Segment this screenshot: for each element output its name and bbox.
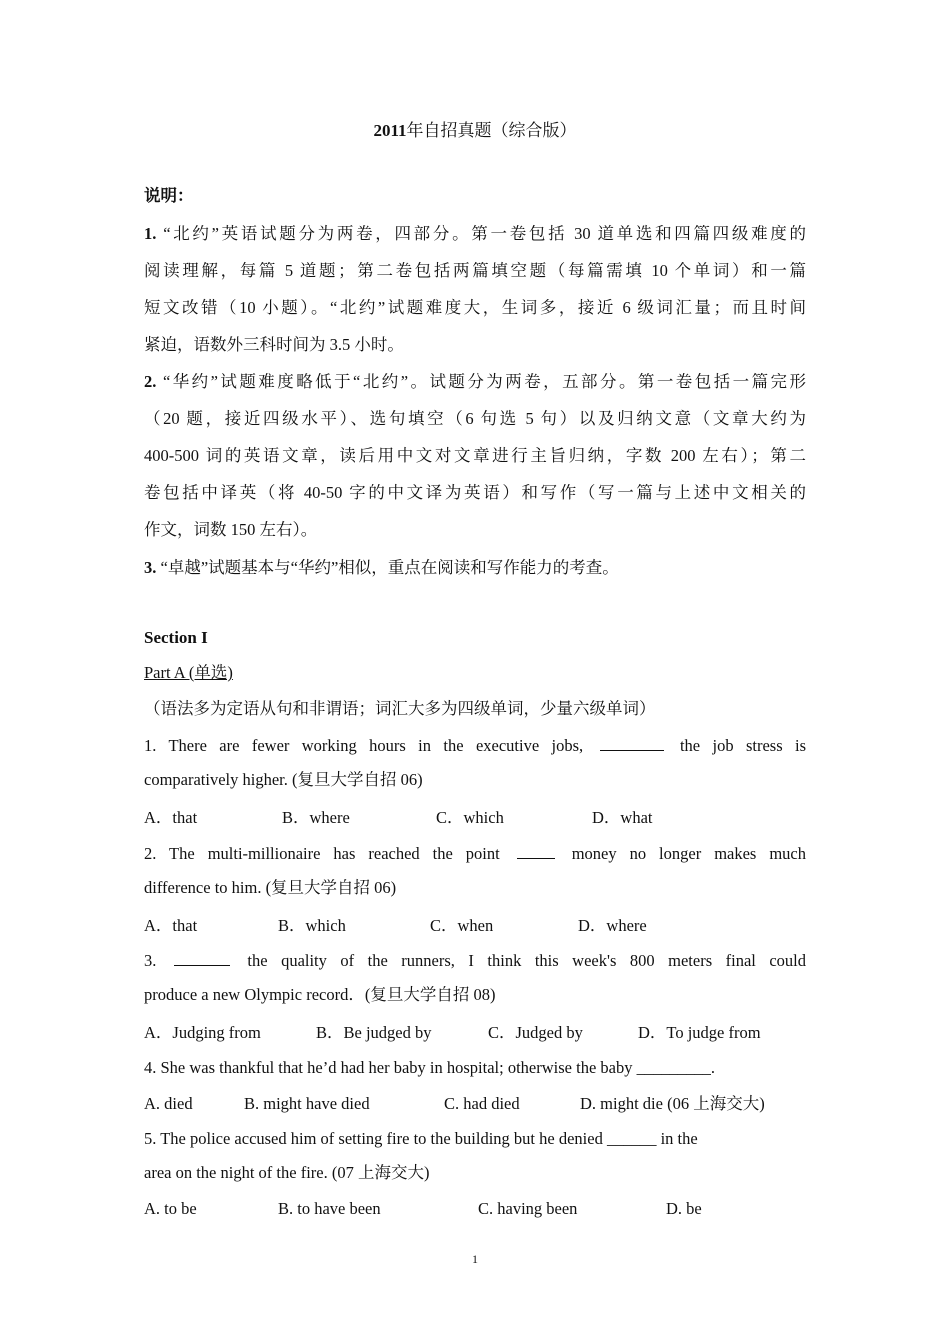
section-note: （语法多为定语从句和非谓语；词汇大多为四级单词，少量六级单词） (144, 699, 656, 718)
q5-option-a: A. to be (144, 1199, 197, 1218)
q3-text-b: the quality of the runners, I think this week's 800 meters final could (247, 951, 807, 970)
intro-p3-text: “卓越”试题基本与“华约”相似，重点在阅读和写作能力的考查。 (160, 558, 619, 577)
question-2-line2: difference to him. (复旦大学自招 06) (144, 878, 397, 897)
q1-option-d: D．what (592, 808, 653, 827)
intro-p1-line4: 紧迫，语数外三科时间为 3.5 小时。 (144, 335, 404, 354)
q3-option-b: B．Be judged by (316, 1023, 432, 1042)
q2-option-a: A．that (144, 916, 198, 935)
intro-p1-line3: 短文改错（10 小题）。“北约”试题难度大，生词多，接近 6 级词汇量；而且时间 (144, 298, 806, 317)
question-1-line1 (144, 736, 806, 756)
q3-option-c: C．Judged by (488, 1023, 583, 1042)
part-heading (144, 663, 806, 683)
q5-option-c: C. having been (478, 1199, 578, 1218)
question-2-line1 (144, 844, 806, 864)
intro-p2-line3: 400-500 词的英语文章，读后用中文对文章进行主旨归纳，字数 200 左右）；第二 (144, 446, 806, 465)
question-3-line1 (144, 951, 806, 971)
q3-text-a: 3. (144, 951, 157, 970)
q5-option-b: B. to have been (278, 1199, 381, 1218)
q2-text-a: 2. The multi-millionaire has reached the point (144, 844, 500, 863)
question-5-line2: area on the night of the fire. (07 上海交大) (144, 1163, 430, 1182)
q4-option-d: D. might die (06 上海交大) (580, 1094, 765, 1113)
intro-heading: 说明： (144, 186, 194, 205)
page-title (0, 116, 950, 141)
q2-option-c: C．when (430, 916, 494, 935)
q3-option-d: D．To judge from (638, 1023, 761, 1042)
section-heading: Section I (144, 628, 208, 647)
q1-option-b: B．where (282, 808, 350, 827)
q3-option-a: A．Judging from (144, 1023, 261, 1042)
q1-option-a: A．that (144, 808, 198, 827)
q1-text-b: the job stress is (679, 736, 807, 755)
question-5-line1: 5. The police accused him of setting fire to the building but he denied ______ in the (144, 1129, 698, 1148)
intro-p2-line4: 卷包括中译英（将 40-50 字的中文译为英语）和写作（写一篇与上述中文相关的 (144, 483, 806, 502)
intro-p2-line5: 作文，词数 150 左右）。 (144, 520, 318, 539)
title-text: 年自招真题（综合版） (406, 121, 577, 140)
q2-option-d: D．where (578, 916, 647, 935)
intro-p2-text: “华约”试题难度略低于“北约”。试题分为两卷，五部分。第一卷包括一篇完形 (162, 372, 807, 391)
intro-p1-line1 (144, 224, 806, 244)
q4-option-b: B. might have died (244, 1094, 370, 1113)
intro-p1-number: 1. (144, 224, 157, 243)
intro-p3-line1 (144, 558, 806, 578)
question-4-line1: 4. She was thankful that he’d had her baby in hospital; otherwise the baby _________. (144, 1058, 715, 1077)
intro-p3-number: 3. (144, 558, 157, 577)
q2-blank (517, 844, 555, 859)
question-1-line2: comparatively higher. (复旦大学自招 06) (144, 770, 423, 789)
q4-option-c: C. had died (444, 1094, 520, 1113)
intro-p1-line2: 阅读理解，每篇 5 道题；第二卷包括两篇填空题（每篇需填 10 个单词）和一篇 (144, 261, 806, 280)
question-3-line2: produce a new Olympic record．(复旦大学自招 08) (144, 985, 496, 1004)
q3-blank (174, 951, 230, 966)
q1-text-a: 1. There are fewer working hours in the executive jobs, (144, 736, 584, 755)
intro-p2-number: 2. (144, 372, 157, 391)
part-label: Part A (单选) (144, 663, 233, 682)
title-year: 2011 (373, 121, 407, 140)
intro-p1-text: “北约”英语试题分为两卷，四部分。第一卷包括 30 道单选和四篇四级难度的 (163, 224, 806, 243)
q1-option-c: C．which (436, 808, 504, 827)
page-number: 1 (472, 1252, 478, 1266)
q5-option-d: D. be (666, 1199, 702, 1218)
intro-p2-line2: （20 题，接近四级水平）、选句填空（6 句选 5 句）以及归纳文意（文章大约为 (144, 409, 806, 428)
q2-option-b: B．which (278, 916, 346, 935)
intro-p2-line1 (144, 372, 806, 392)
q4-option-a: A. died (144, 1094, 193, 1113)
q2-text-b: money no longer makes much (571, 844, 806, 863)
q1-blank (600, 736, 664, 751)
